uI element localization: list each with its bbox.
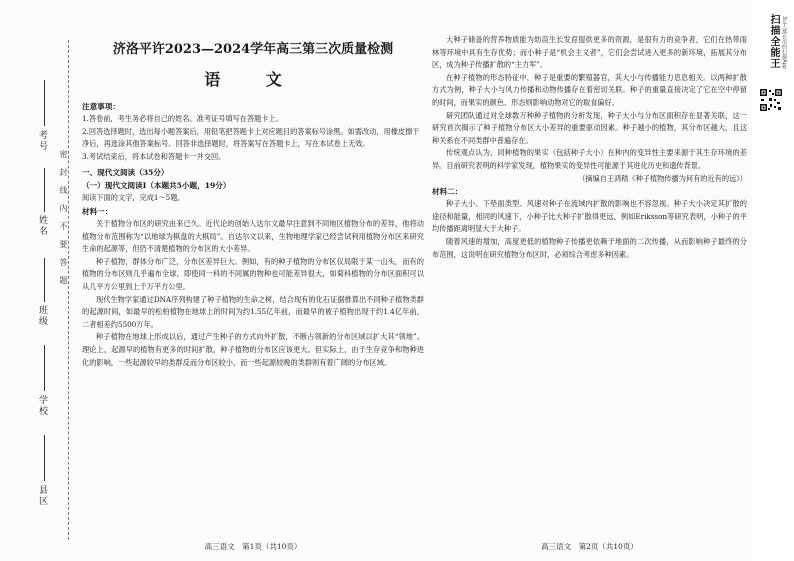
- material-2-paragraph: 种子大小、下垫面类型、风速对种子在流域内扩散的影响也不容忽视。种子大小决定其扩散的途径和能量，相同的风速下，小种子比大种子扩散得更远，例如Eriksson等研究表明，小种子的平均传播距离明显大于大种子。: [432, 199, 747, 234]
- material-1-label: 材料一：: [82, 206, 113, 216]
- right-paragraph: 传统观点认为，同种植物的果实（包括种子大小）在种内的变异性主要来源于其生存环境的差异。目前研究表明的科学家发现，植物果实的变异性可能源于其进化历史和遗传背景。: [432, 148, 747, 170]
- right-paragraph: 研究团队通过对全球数万种种子植物的分析发现，种子大小与分布区面积存在显著关联，这一研究首次揭示了种子植物分布区大小差异的重要驱动因素。种子越小的植物，其分布区越大，且这种关系在不同类群中普遍存在。: [432, 110, 747, 145]
- left-paragraph: 现代生物学家通过DNA序列构建了种子植物的生命之树，结合现有的化石证据推算出不同种子植物类群的起源时间，如最早的松柏植物在地球上的时间为约1.55亿年前，而最早的被子植物出现于约1.4亿年前，二者相差约5500万年。: [82, 294, 424, 329]
- school-line: [44, 345, 45, 391]
- county-label: 县区: [37, 485, 47, 507]
- seal-notice: 密封线内不要答题: [59, 150, 68, 294]
- name-line: [44, 168, 45, 212]
- name-label: 姓名: [37, 215, 47, 237]
- note-item-1: 1.答卷前，考生务必将自己的姓名、准考证号填写在答题卡上。: [82, 114, 283, 123]
- exam-title: 济洛平许2023—2024学年高三第三次质量检测: [112, 42, 394, 57]
- reading-instruction: 阅读下面的文字，完成1～5题。: [82, 193, 185, 203]
- notes-heading: 注意事项：: [82, 102, 120, 111]
- material-2-paragraph: 随着风速的增加，高度更低的植物种子传播更依赖于地面的二次传播，从而影响种子最终的分布范围，这说明在研究植物分布区时，必须综合考虑多种因素。: [432, 236, 747, 259]
- source-citation: （摘编自王鸿嵇《种子植物传播为何有的近有的远》）: [578, 173, 747, 183]
- exam-no-label: 考号: [37, 130, 47, 152]
- exam-no-line: [44, 80, 45, 126]
- note-item-3: 3.考试结束后，将本试卷和答题卡一并交回。: [82, 151, 226, 161]
- page-1-footer: 高三语文 第1页（共10页）: [204, 542, 302, 551]
- county-line: [44, 435, 45, 481]
- class-label: 班级: [37, 305, 47, 327]
- subject-title: 语 文: [204, 70, 302, 89]
- scanner-strip: [752, 0, 794, 561]
- school-label: 学校: [37, 395, 47, 417]
- subsection-heading: （一）现代文阅读Ⅰ（本题共5小题，19分）: [82, 181, 231, 191]
- class-line: [44, 258, 45, 302]
- left-paragraph: 关于植物分布区的研究由来已久。近代论的创始人达尔文最早注意到不同地区植物分布的差异，他将动植物分布范围称为“以地球为棋盘的大棋局”。自达尔文以来，生物地理学家已经尝试利用植物分布区来研究生命的起源等，但仍不清楚植物的分布区的大小差异。: [82, 218, 424, 254]
- left-paragraph: 种子植物在地球上形成以后，通过产生种子的方式向外扩散，不断占领新的分布区域以扩大其“领地”。理论上，起源早的植物有更多的时间扩散，种子植物的分布区应该更大。但实际上，由于生存竞争和物种进化的影响，一些起源较早的类群反而分布区较小，而一些起源较晚的类群则有着广阔的分布区域。: [82, 332, 424, 367]
- section-heading: 一、现代文阅读（35分）: [82, 168, 169, 178]
- page-2: [432, 34, 747, 554]
- page-1: [82, 34, 424, 554]
- note-item-2: 2.回答选择题时，选出每小题答案后，用铅笔把答题卡上对应题目的答案标号涂黑。如需改动，用橡皮擦干净后，再选涂其他答案标号。回答非选择题时，将答案写在答题卡上，写在本试卷上无效。: [82, 126, 420, 149]
- scanner-brand-sub: 3亿人都在用的扫描App: [781, 16, 787, 69]
- page-2-footer: 高三语文 第2页（共10页）: [541, 542, 638, 551]
- left-paragraph: 种子植物，群体分布广泛，分布区差异巨大。例如，有的种子植物的分布区仅局限于某一山头，而有的植物的分布区则几乎遍布全球，即使同一科的不同属的物种也可能差异很大，如菊科植物的分布区面积可以从几平方公里到上千万平方公里。: [82, 256, 424, 291]
- right-paragraph: 大种子储备的营养物质能为幼苗生长发育提供更多的资源，是很有力的竞争者，它们在热带雨林等环境中具有生存优势；而小种子是“机会主义者”，它们会尝试进入更多的新环境，拓展其分布区，成为种子传播扩散的“主力军”。: [432, 35, 747, 70]
- right-paragraph: 在种子植物的形态特征中，种子是重要的繁殖器官，其大小与传播能力息息相关。以两种扩散方式为例，种子大小与风力传播和动物传播存在着密切关联。种子的重量直接决定了它在空中停留的时间，而果实的颜色、形态则影响动物对它的取食偏好。: [432, 72, 747, 107]
- qr-code-icon: [759, 88, 783, 112]
- scanner-brand-name: 扫描全能王: [768, 14, 779, 69]
- material-2-label: 材料二：: [432, 187, 463, 197]
